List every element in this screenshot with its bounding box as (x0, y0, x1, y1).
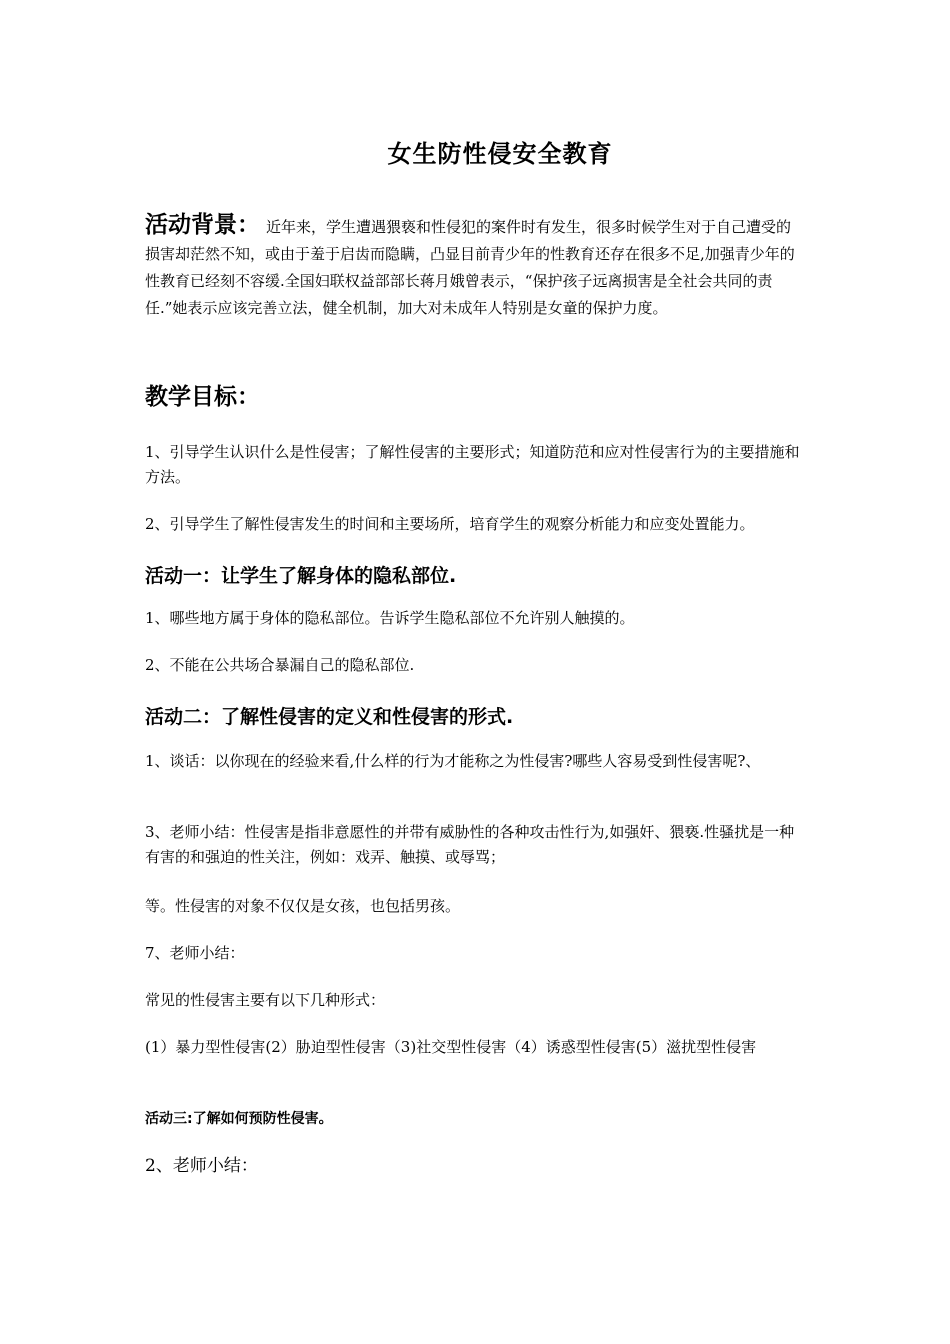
activity3-item-2: 2、老师小结： (145, 1156, 258, 1176)
goals-item-1: 1、引导学生认识什么是性侵害；了解性侵害的主要形式；知道防范和应对性侵害行为的主要措施和方法。 (145, 443, 800, 486)
activity1-item-2: 2、不能在公共场合暴漏自己的隐私部位. (145, 656, 415, 674)
activity2-item-7: 7、老师小结： (145, 944, 245, 962)
activity3-heading: 活动三:了解如何预防性侵害。 (145, 1111, 333, 1127)
goals-heading: 教学目标： (145, 384, 260, 410)
background-text: 近年来，学生遭遇猥亵和性侵犯的案件时有发生，很多时候学生对于自己遭受的损害却茫然不知，或由于羞于启齿而隐瞒，凸显目前青少年的性教育还存在很多不足,加强青少年的性教育已经刻不容缓.全国妇联权益部部长蒋月娥曾表示，“保护孩子远离损害是全社会共同的责任.”她表示应该完善立法，健全机制，加大对未成年人特别是女童的保护力度。 (145, 218, 795, 317)
activity2-item-3: 3、老师小结：性侵害是指非意愿性的并带有威胁性的各种攻击性行为,如强奸、猥亵.性骚扰是一种有害的和强迫的性关注，例如：戏弄、触摸、或辱骂； (145, 823, 795, 866)
activity1-heading: 活动一：让学生了解身体的隐私部位. (145, 565, 457, 587)
forms-list: (1）暴力型性侵害(2）胁迫型性侵害（3)社交型性侵害（4）诱惑型性侵害(5）滋扰型性侵害 (145, 1038, 757, 1056)
document-title: 女生防性侵安全教育 (387, 139, 613, 168)
background-label: 活动背景： (145, 212, 260, 238)
activity2-heading: 活动二：了解性侵害的定义和性侵害的形式. (145, 706, 514, 728)
goals-item-2: 2、引导学生了解性侵害发生的时间和主要场所，培育学生的观察分析能力和应变处置能力。 (145, 515, 755, 533)
forms-intro: 常见的性侵害主要有以下几种形式： (145, 991, 386, 1009)
activity2-item-3-continued: 等。性侵害的对象不仅仅是女孩，也包括男孩。 (145, 897, 461, 915)
activity1-item-1: 1、哪些地方属于身体的隐私部位。告诉学生隐私部位不允许别人触摸的。 (145, 609, 635, 627)
activity2-item-1: 1、谈话：以你现在的经验来看,什么样的行为才能称之为性侵害?哪些人容易受到性侵害呢?、 (145, 752, 761, 770)
background-paragraph (145, 212, 805, 322)
